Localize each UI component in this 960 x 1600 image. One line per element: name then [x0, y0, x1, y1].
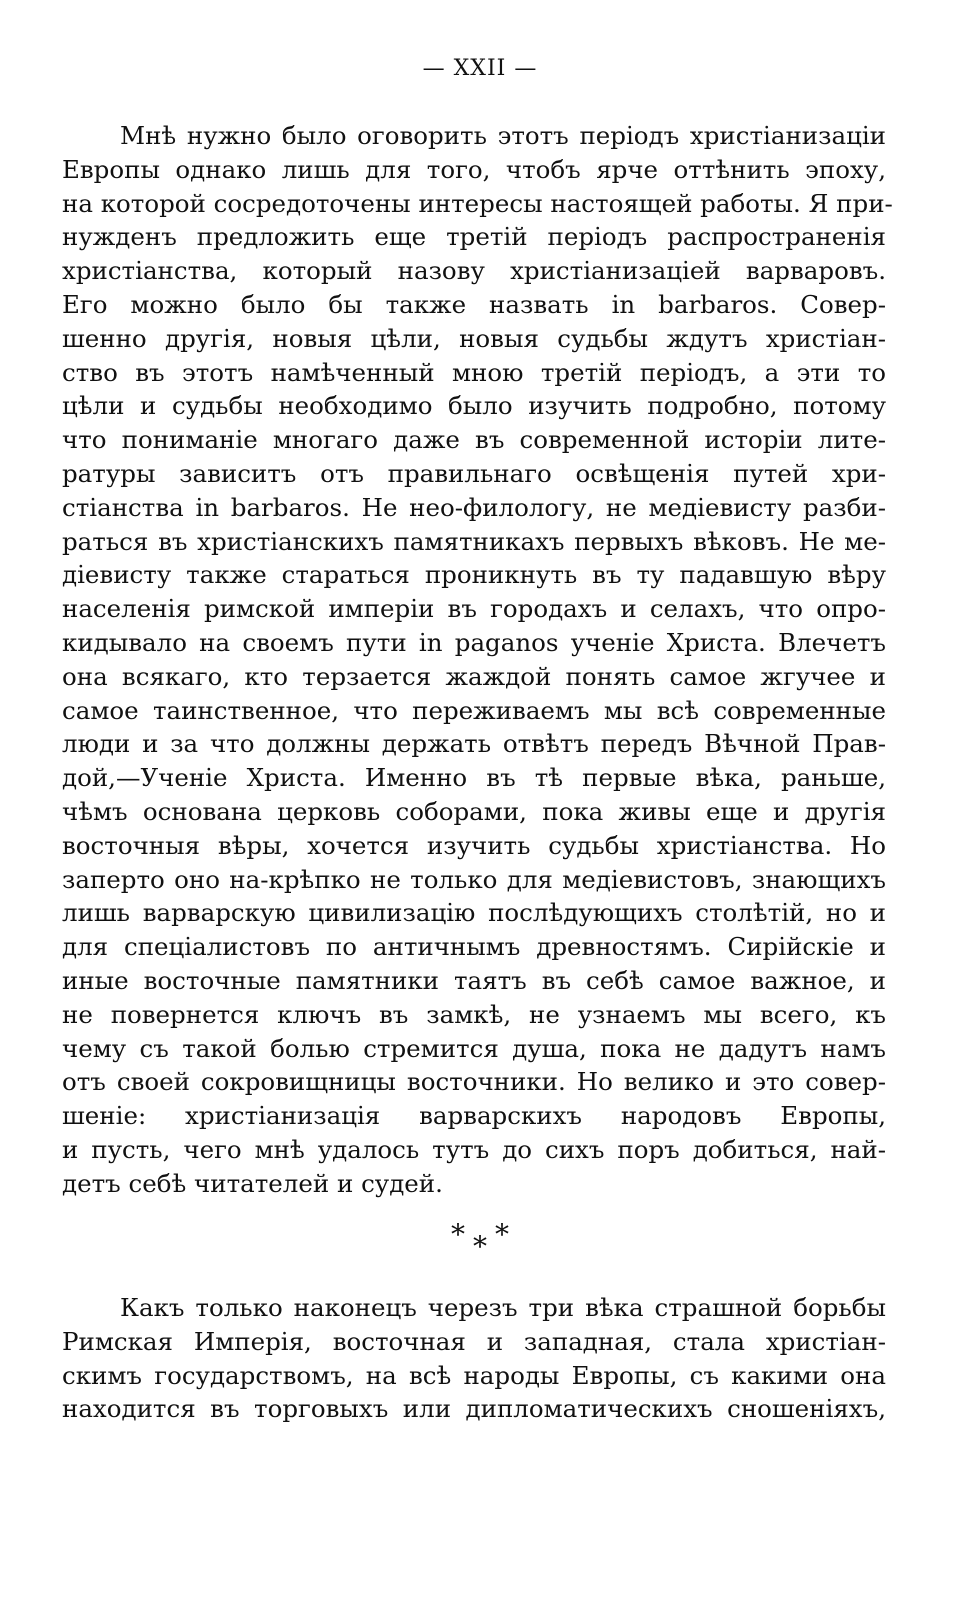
- text-line: ство въ этотъ намѣченный мною третій періодъ, а эти то: [62, 357, 886, 387]
- text-line: стіанства in barbaros. Не нео-филологу, не медіевисту разби-: [62, 492, 886, 522]
- text-line: діевисту также стараться проникнуть въ ту падавшую вѣру: [62, 560, 886, 590]
- text-line: чѣмъ основана церковь соборами, пока живы еще и другія: [62, 796, 886, 826]
- text-line: Его можно было бы также назвать in barbaros. Совер-: [62, 289, 886, 319]
- text-line: Какъ только наконецъ черезъ три вѣка страшной борьбы: [120, 1293, 886, 1322]
- text-line: нужденъ предложить еще третій періодъ распространенія: [62, 222, 886, 252]
- paragraph-2: [62, 1291, 886, 1426]
- text-line: она всякаго, кто терзается жаждой понять самое жгучее и: [62, 661, 886, 691]
- separator-star: *: [473, 1230, 487, 1263]
- text-line: детъ себѣ читателей и судей.: [62, 1168, 443, 1198]
- text-line: скимъ государствомъ, на всѣ народы Европы, съ какими она: [62, 1360, 886, 1390]
- text-line: люди и за что должны держать отвѣтъ передъ Вѣчной Прав-: [62, 729, 886, 759]
- text-line: не повернется ключъ въ замкѣ, не узнаемъ мы всего, къ: [62, 999, 886, 1029]
- separator-star: *: [451, 1218, 465, 1251]
- text-line: Мнѣ нужно было оговорить этотъ періодъ христіанизаціи: [120, 121, 886, 150]
- paragraph-1: [62, 119, 893, 1201]
- text-line: Римская Имперія, восточная и западная, стала христіан-: [62, 1326, 886, 1356]
- text-line: находится въ торговыхъ или дипломатическихъ сношеніяхъ,: [62, 1394, 886, 1424]
- text-line: шеніе: христіанизація варварскихъ народовъ Европы,: [62, 1101, 886, 1131]
- section-separator: [0, 1218, 960, 1263]
- text-line: населенія римской имперіи въ городахъ и селахъ, что опро-: [62, 594, 886, 624]
- text-line: Европы однако лишь для того, чтобъ ярче оттѣнить эпоху,: [62, 154, 886, 184]
- separator-star: *: [495, 1218, 509, 1251]
- text-line: самое таинственное, что переживаемъ мы всѣ современные: [62, 695, 886, 725]
- text-line: раться въ христіанскихъ памятникахъ первыхъ вѣковъ. Не ме-: [62, 526, 886, 556]
- text-line: кидывало на своемъ пути in paganos ученіе Христа. Влечетъ: [62, 627, 886, 657]
- text-line: на которой сосредоточены интересы настоящей работы. Я при-: [62, 188, 893, 218]
- text-line: дой,—Ученіе Христа. Именно въ тѣ первые вѣка, раньше,: [62, 763, 886, 793]
- text-line: и пусть, чего мнѣ удалось тутъ до сихъ поръ добиться, най-: [62, 1134, 886, 1164]
- text-line: иные восточные памятники таятъ въ себѣ самое важное, и: [62, 965, 886, 995]
- text-line: лишь варварскую цивилизацію послѣдующихъ столѣтій, но и: [62, 898, 886, 928]
- page-number: — XXII —: [422, 56, 538, 81]
- text-line: восточныя вѣры, хочется изучить судьбы христіанства. Но: [62, 830, 886, 860]
- text-line: что пониманіе многаго даже въ современной исторіи лите-: [62, 425, 886, 455]
- text-line: ратуры зависитъ отъ правильнаго освѣщенія путей хри-: [62, 458, 886, 488]
- text-line: отъ своей сокровищницы восточники. Но велико и это совер-: [62, 1067, 886, 1097]
- text-line: цѣли и судьбы необходимо было изучить подробно, потому: [62, 391, 886, 421]
- text-line: заперто оно на-крѣпко не только для медіевистовъ, знающихъ: [62, 864, 886, 894]
- text-line: христіанства, который назову христіанизаціей варваровъ.: [62, 256, 886, 286]
- text-line: чему съ такой болью стремится душа, пока не дадутъ намъ: [62, 1033, 886, 1063]
- text-line: для спеціалистовъ по античнымъ древностямъ. Сирійскіе и: [62, 932, 886, 962]
- text-line: шенно другія, новыя цѣли, новыя судьбы ждутъ христіан-: [62, 323, 886, 353]
